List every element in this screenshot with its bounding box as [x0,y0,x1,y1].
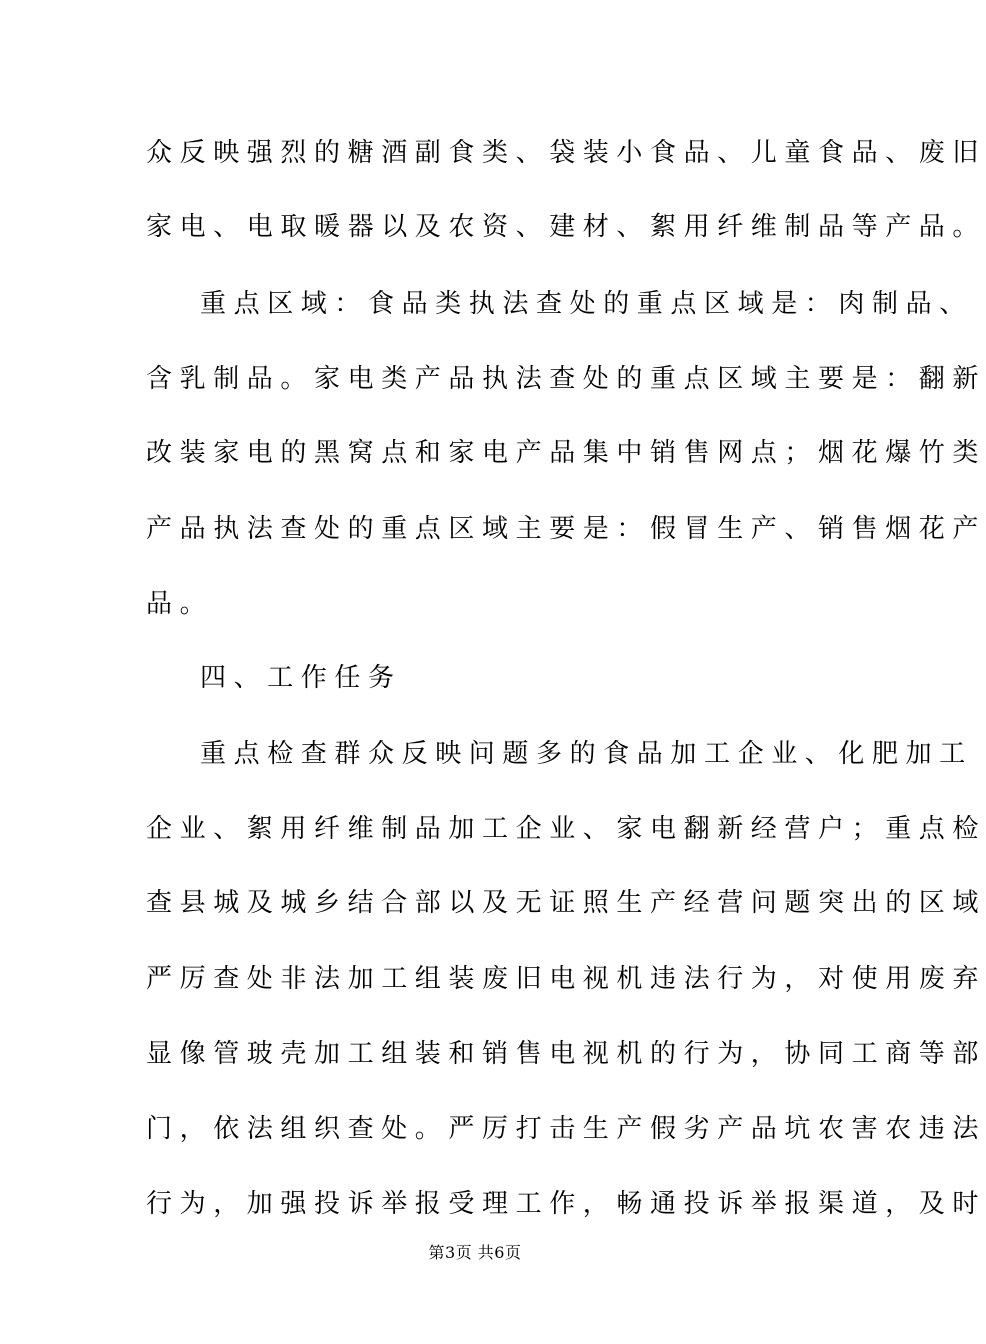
body-text-line: 众反映强烈的糖酒副食类、袋装小食品、儿童食品、废旧 [146,138,986,168]
body-text-line: 产品执法查处的重点区域主要是：假冒生产、销售烟花产 [146,514,986,544]
paragraph-heading-line: 重点区域：食品类执法查处的重点区域是：肉制品、 [200,289,973,319]
body-text-line: 显像管玻壳加工组装和销售电视机的行为，协同工商等部 [146,1039,986,1069]
body-text-line: 含乳制品。家电类产品执法查处的重点区域主要是：翻新 [146,364,986,394]
body-text-line: 查县城及城乡结合部以及无证照生产经营问题突出的区域 [146,888,986,918]
body-text-line: 企业、絮用纤维制品加工企业、家电翻新经营户；重点检 [146,814,986,844]
body-text-line: 家电、电取暖器以及农资、建材、絮用纤维制品等产品。 [146,212,986,242]
body-text-line: 门，依法组织查处。严厉打击生产假劣产品坑农害农违法 [146,1114,986,1144]
body-text-line: 重点检查群众反映问题多的食品加工企业、化肥加工 [200,739,973,769]
section-heading: 四、工作任务 [200,663,402,693]
page-number-footer: 第3页 共6页 [428,1243,522,1262]
body-text-line: 严厉查处非法加工组装废旧电视机违法行为，对使用废弃 [146,964,986,994]
body-text-line: 品。 [146,589,214,619]
body-text-line: 改装家电的黑窝点和家电产品集中销售网点；烟花爆竹类 [146,438,986,468]
body-text-line: 行为，加强投诉举报受理工作，畅通投诉举报渠道，及时 [146,1189,986,1219]
